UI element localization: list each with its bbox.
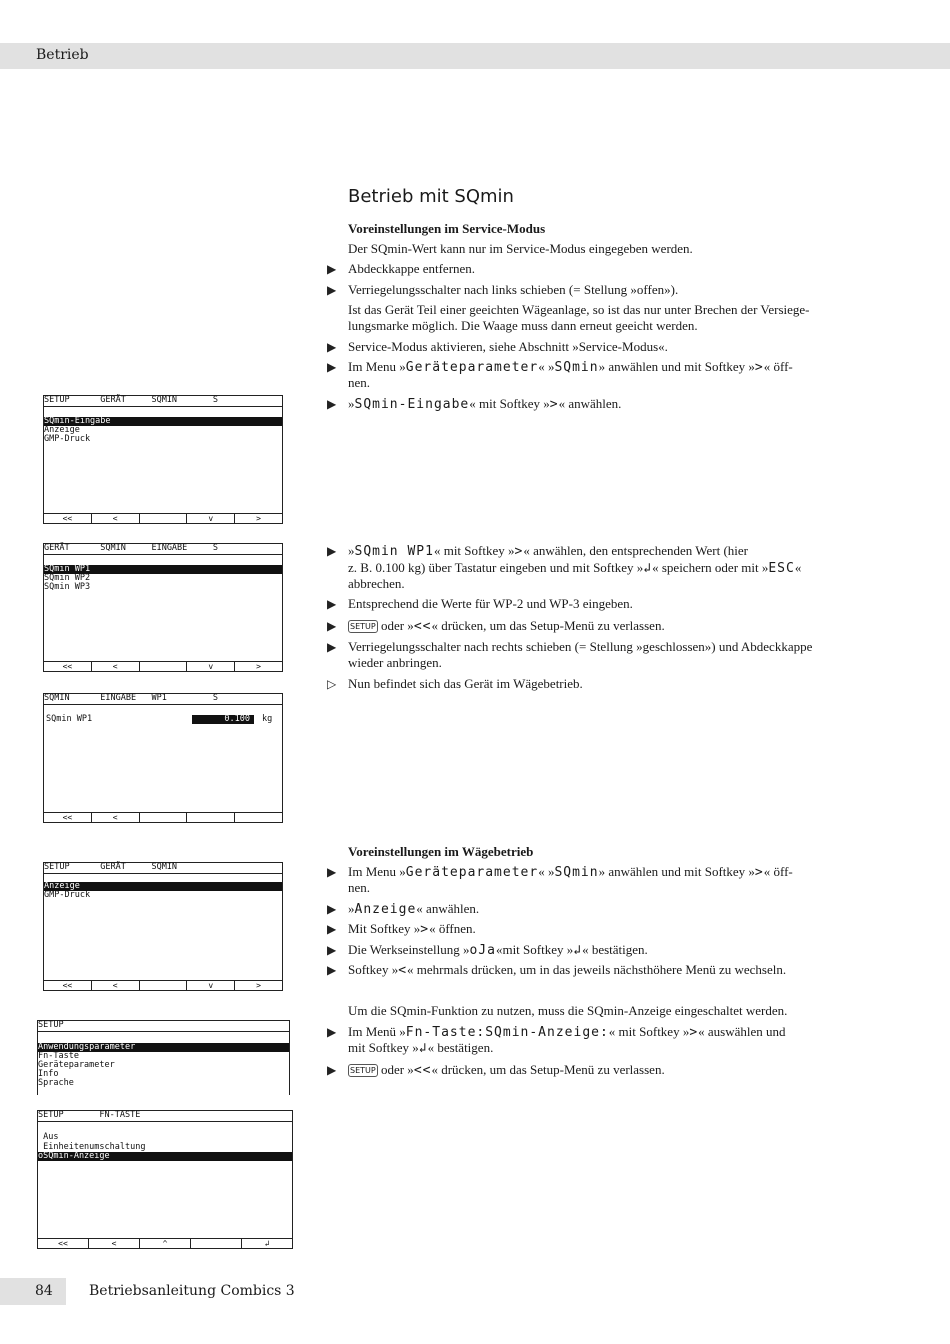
sqmin-value-field[interactable]: 0.100 — [192, 715, 254, 724]
menu-item-sprache[interactable]: Sprache — [38, 1078, 74, 1088]
step-text: SETUP oder »<<« drücken, um das Setup-Menü zu verlassen. — [350, 618, 665, 634]
menu-item-geraeteparameter[interactable]: Geräteparameter — [38, 1060, 115, 1070]
bullet-arrow-icon: ▶ — [327, 922, 337, 936]
section-heading-weighing: Voreinstellungen im Wägebetrieb — [348, 844, 534, 859]
step-text: z. B. 0.100 kg) über Tastatur eingeben und mit Softkey »↲« speichern oder mit »ESC« — [348, 560, 802, 576]
note-text: Ist das Gerät Teil einer geeichten Wägeanlage, so ist das nur unter Brechen der Versiege- — [348, 302, 810, 317]
bullet-arrow-icon: ▶ — [327, 1025, 337, 1039]
menu-item-wp3[interactable]: SQmin WP3 — [44, 582, 91, 592]
menu-item-anzeige[interactable]: Anzeige — [44, 425, 80, 435]
display-screen-eingabe-menu — [43, 543, 283, 672]
step-text: »SQmin WP1« mit Softkey »>« anwählen, den entsprechenden Wert (hier — [348, 543, 748, 559]
step-text: Die Werkseinstellung »oJa«mit Softkey »↲« bestätigen. — [348, 942, 648, 958]
menu-item-sqmin-eingabe[interactable]: SQmin-Eingabe — [44, 417, 282, 426]
softkey-empty[interactable] — [187, 813, 235, 822]
menu-item-anwendungsparameter[interactable]: Anwendungsparameter — [38, 1043, 289, 1052]
step-text: Verriegelungsschalter nach links schieben (= Stellung »offen»). — [348, 282, 679, 297]
unit-label: kg — [262, 714, 273, 724]
softkey-back-all[interactable]: << — [44, 813, 92, 822]
screen-header: GERÄT SQMIN EINGABE S — [44, 544, 282, 555]
step-text: Abdeckkappe entfernen. — [348, 261, 476, 276]
header-bar — [0, 43, 950, 69]
bullet-arrow-icon: ▶ — [327, 544, 337, 558]
setup-key-icon: SETUP — [350, 1066, 376, 1075]
intro-text: Der SQmin-Wert kann nur im Service-Modus eingegeben werden. — [348, 241, 693, 256]
step-text: Mit Softkey »>« öffnen. — [348, 921, 476, 937]
softkey-back-all[interactable]: << — [38, 1239, 89, 1248]
bullet-arrow-icon: ▶ — [327, 397, 337, 411]
page-number-box — [0, 1278, 66, 1305]
softkey-back-all[interactable]: << — [44, 981, 92, 990]
step-text: »Anzeige« anwählen. — [348, 901, 480, 917]
menu-item-wp1[interactable]: SQmin WP1 — [44, 565, 282, 574]
display-screen-setup-menu — [37, 1020, 290, 1095]
softkey-back-all[interactable]: << — [44, 514, 92, 523]
step-text: Im Menu »Geräteparameter« »SQmin» anwählen und mit Softkey »>« öff- — [348, 864, 793, 880]
menu-item-info[interactable]: Info — [38, 1069, 59, 1079]
display-screen-sqmin-menu — [43, 395, 283, 524]
menu-item-wp2[interactable]: SQmin WP2 — [44, 573, 91, 583]
softkey-bar — [44, 513, 282, 523]
step-text: nen. — [348, 375, 371, 390]
display-screen-fn-taste — [37, 1110, 293, 1249]
menu-item-gmp-druck[interactable]: GMP-Druck — [44, 434, 91, 444]
softkey-empty[interactable] — [191, 1239, 242, 1248]
document-title: Betriebsanleitung Combics 3 — [89, 1283, 295, 1299]
note-text: lungsmarke möglich. Die Waage muss dann erneut geeicht werden. — [348, 318, 698, 333]
screen-header: SETUP GERÄT SQMIN S — [44, 396, 282, 407]
softkey-bar — [44, 980, 282, 990]
bullet-arrow-icon: ▶ — [327, 1063, 337, 1077]
bullet-arrow-icon: ▶ — [327, 597, 337, 611]
step-text: Verriegelungsschalter nach rechts schieben (= Stellung »geschlossen») und Abdeckkappe — [348, 639, 813, 654]
softkey-empty[interactable] — [140, 662, 188, 671]
softkey-back[interactable]: < — [92, 813, 140, 822]
menu-item-anzeige[interactable]: Anzeige — [44, 882, 282, 891]
option-einheitenumschaltung[interactable]: Einheitenumschaltung — [38, 1142, 146, 1152]
display-screen-wp1-input — [43, 693, 283, 823]
softkey-bar — [38, 1238, 292, 1248]
screen-header: SETUP FN-TASTE — [38, 1111, 292, 1122]
bullet-arrow-icon: ▶ — [327, 360, 337, 374]
menu-item-fn-taste[interactable]: Fn-Taste — [38, 1051, 79, 1061]
display-screen-anzeige-menu — [43, 862, 283, 991]
page-number: 84 — [35, 1283, 53, 1299]
bullet-arrow-icon: ▶ — [327, 943, 337, 957]
softkey-back[interactable]: < — [92, 514, 140, 523]
bullet-arrow-icon: ▶ — [327, 640, 337, 654]
option-sqmin-anzeige[interactable]: oSQmin-Anzeige — [38, 1152, 292, 1161]
softkey-empty[interactable] — [140, 813, 188, 822]
step-text: wieder anbringen. — [348, 655, 442, 670]
bullet-arrow-icon: ▶ — [327, 340, 337, 354]
intro-text: Um die SQmin-Funktion zu nutzen, muss die SQmin-Anzeige eingeschaltet werden. — [348, 1003, 788, 1018]
softkey-bar — [44, 661, 282, 671]
bullet-arrow-icon: ▶ — [327, 262, 337, 276]
bullet-arrow-icon: ▶ — [327, 902, 337, 916]
step-text: abbrechen. — [348, 576, 405, 591]
result-text: Nun befindet sich das Gerät im Wägebetrieb. — [348, 676, 583, 691]
menu-item-gmp-druck[interactable]: GMP-Druck — [44, 890, 91, 900]
softkey-back-all[interactable]: << — [44, 662, 92, 671]
screen-header: SETUP GERÄT SQMIN — [44, 863, 282, 874]
step-text: Im Menü »Fn-Taste:SQmin-Anzeige:« mit Softkey »>« auswählen und — [348, 1024, 786, 1040]
result-triangle-icon: ▷ — [327, 677, 337, 691]
softkey-back[interactable]: < — [92, 662, 140, 671]
softkey-confirm[interactable]: ↲ — [264, 1239, 270, 1248]
page-title: Betrieb mit SQmin — [348, 186, 514, 207]
option-aus[interactable]: Aus — [38, 1132, 59, 1142]
step-text: nen. — [348, 880, 371, 895]
step-text: SETUP oder »<<« drücken, um das Setup-Menü zu verlassen. — [350, 1062, 665, 1078]
screen-header: SETUP — [38, 1021, 289, 1032]
bullet-arrow-icon: ▶ — [327, 865, 337, 879]
bullet-arrow-icon: ▶ — [327, 963, 337, 977]
softkey-down[interactable]: v — [187, 662, 235, 671]
step-text: Service-Modus aktivieren, siehe Abschnitt »Service-Modus«. — [348, 339, 668, 354]
softkey-empty[interactable] — [235, 813, 282, 822]
softkey-empty[interactable] — [140, 981, 188, 990]
step-text: Entsprechend die Werte für WP-2 und WP-3 eingeben. — [348, 596, 633, 611]
step-text: »SQmin-Eingabe« mit Softkey »>« anwählen. — [348, 396, 622, 412]
softkey-bar — [44, 812, 282, 822]
softkey-open[interactable]: > — [256, 981, 261, 990]
softkey-empty[interactable] — [140, 514, 188, 523]
softkey-back[interactable]: < — [92, 981, 140, 990]
softkey-up[interactable]: ^ — [140, 1239, 191, 1248]
setup-key-icon: SETUP — [350, 622, 376, 631]
step-text: mit Softkey »↲« bestätigen. — [348, 1040, 494, 1056]
softkey-open[interactable]: > — [256, 514, 261, 523]
softkey-open[interactable]: > — [256, 662, 261, 671]
step-text: Im Menu »Geräteparameter« »SQmin» anwählen und mit Softkey »>« öff- — [348, 359, 793, 375]
input-label: SQmin WP1 — [46, 714, 93, 724]
softkey-back[interactable]: < — [89, 1239, 140, 1248]
screen-header: SQMIN EINGABE WP1 S — [44, 694, 282, 705]
header-title: Betrieb — [36, 47, 89, 63]
softkey-down[interactable]: v — [187, 981, 235, 990]
bullet-arrow-icon: ▶ — [327, 619, 337, 633]
softkey-down[interactable]: v — [187, 514, 235, 523]
step-text: Softkey »<« mehrmals drücken, um in das jeweils nächsthöhere Menü zu wechseln. — [348, 962, 787, 978]
section-heading-service: Voreinstellungen im Service-Modus — [348, 221, 546, 236]
bullet-arrow-icon: ▶ — [327, 283, 337, 297]
